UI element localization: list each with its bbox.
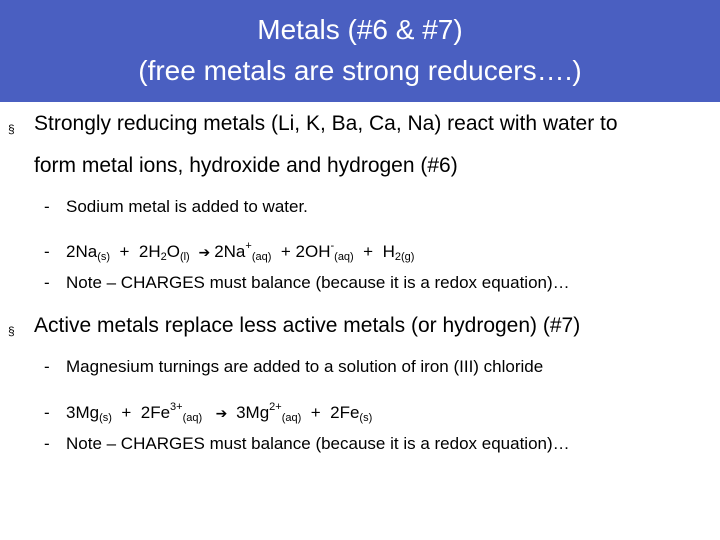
eq-plus: + xyxy=(121,403,132,422)
eq-plus: + xyxy=(310,403,321,422)
eq-plus: + xyxy=(119,242,130,261)
eq-plus: + xyxy=(280,242,291,261)
eq-sub: (l) xyxy=(179,251,190,263)
dash: - xyxy=(44,197,50,216)
eq-sup: + xyxy=(245,240,252,252)
bullet-1-line1: Strongly reducing metals (Li, K, Ba, Ca, Na) react with water to xyxy=(34,112,618,135)
arrow-right-icon: ➔ xyxy=(215,405,228,421)
dash: - xyxy=(44,403,50,422)
dash: - xyxy=(44,273,50,292)
sub-item-magnesium xyxy=(44,356,543,378)
dash: - xyxy=(44,357,50,376)
eq-sub: (aq) xyxy=(334,251,354,263)
sub-item-sodium xyxy=(44,196,308,218)
eq-sub: (s) xyxy=(359,412,373,424)
eq-term: 2H xyxy=(138,242,161,261)
sub-text: Note – CHARGES must balance (because it is a redox equation)… xyxy=(66,273,570,292)
eq-term: H xyxy=(382,242,395,261)
eq-sub: (aq) xyxy=(251,251,272,263)
eq-term: 3Mg xyxy=(66,403,100,422)
eq-sub: 2(g) xyxy=(394,251,415,263)
eq-plus: + xyxy=(363,242,374,261)
sub-text: Note – CHARGES must balance (because it is a redox equation)… xyxy=(66,434,570,453)
equation-1 xyxy=(44,235,414,268)
eq-term: 2Na xyxy=(66,242,98,261)
eq-term: O xyxy=(166,242,180,261)
equation-2 xyxy=(44,396,372,429)
eq-term: 2Fe xyxy=(140,403,171,422)
title-bar xyxy=(0,0,720,102)
eq-sub: (s) xyxy=(97,251,111,263)
arrow-right-icon: ➔ xyxy=(198,244,211,260)
bullet-2-line1: Active metals replace less active metals (or hydrogen) (#7) xyxy=(34,314,581,337)
dash: - xyxy=(44,434,50,453)
sub-item-note-2 xyxy=(44,433,570,455)
eq-term: 2OH xyxy=(295,242,331,261)
eq-sup: 3+ xyxy=(170,401,183,413)
slide-title: Metals (#6 & #7) xyxy=(257,14,463,45)
eq-term: 2Na xyxy=(214,242,246,261)
eq-sup: 2+ xyxy=(269,401,282,413)
bullet-1-line2: form metal ions, hydroxide and hydrogen (#6) xyxy=(34,154,458,177)
eq-sub: (s) xyxy=(99,412,112,424)
eq-sub: (aq) xyxy=(281,412,302,424)
eq-sub: (aq) xyxy=(182,412,203,424)
eq-sub: 2 xyxy=(160,251,167,263)
slide-subtitle: (free metals are strong reducers….) xyxy=(138,55,582,86)
sub-text: Magnesium turnings are added to a solution of iron (III) chloride xyxy=(66,357,544,376)
eq-sup: - xyxy=(330,240,335,252)
dash: - xyxy=(44,242,50,261)
eq-term: 2Fe xyxy=(330,403,360,422)
sub-item-note-1 xyxy=(44,272,570,294)
eq-term: 3Mg xyxy=(236,403,270,422)
sub-text: Sodium metal is added to water. xyxy=(66,197,308,216)
bullet-marker: § xyxy=(8,122,15,136)
bullet-marker: § xyxy=(8,324,15,338)
